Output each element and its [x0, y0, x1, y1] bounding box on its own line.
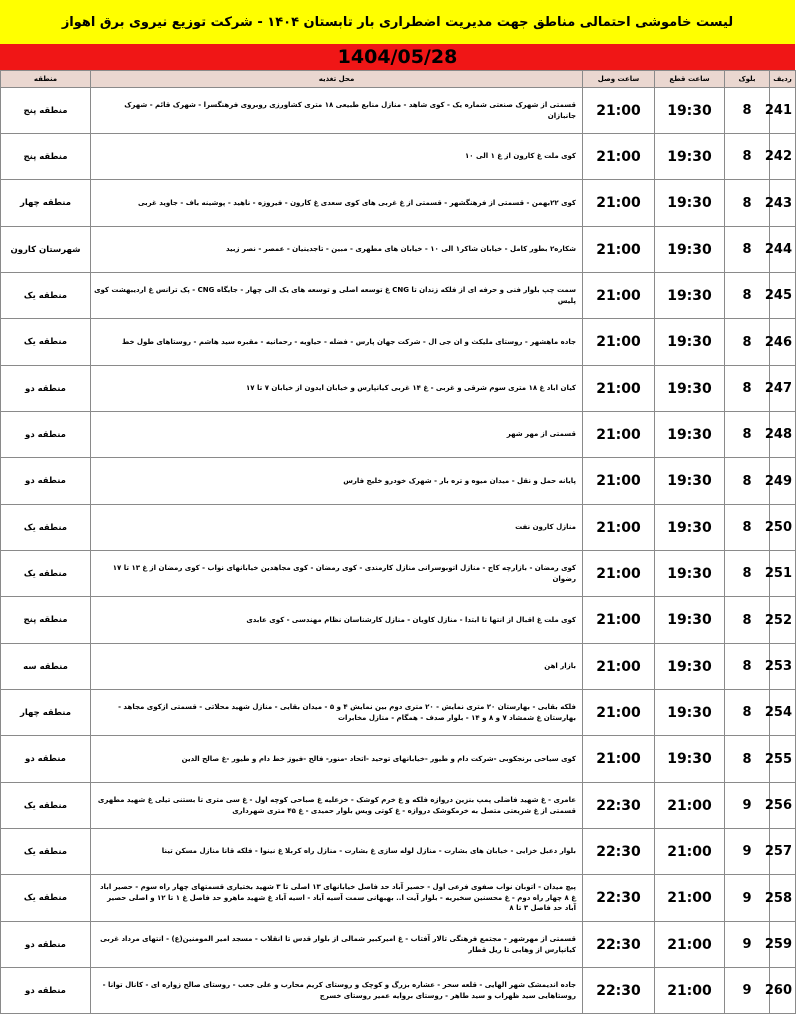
table-row: [1, 875, 796, 922]
region-cell: منطقه سه: [1, 644, 91, 690]
table-row: [1, 366, 796, 412]
connect-time-cell: 22:30: [583, 829, 655, 875]
location-cell: قسمتی از مهر شهر: [91, 412, 583, 458]
location-cell: بلوار دعبل خزایی - خیابان های بشارت - منازل لوله سازی غ بشارت - منازل راه کربلا غ نینوا - فلکه قانا منازل مسکن تینا: [91, 829, 583, 875]
block-cell: 8: [725, 366, 770, 412]
row-number-cell: 250: [770, 505, 796, 551]
connect-time-cell: 21:00: [583, 412, 655, 458]
cut-time-cell: 21:00: [655, 968, 725, 1014]
cut-time-cell: 19:30: [655, 736, 725, 783]
row-number-cell: 252: [770, 597, 796, 644]
connect-time-cell: 22:30: [583, 968, 655, 1014]
block-cell: 9: [725, 875, 770, 922]
table-row: [1, 412, 796, 458]
connect-time-cell: 21:00: [583, 227, 655, 273]
table-row: [1, 227, 796, 273]
row-number-cell: 255: [770, 736, 796, 783]
region-cell: شهرستان کارون: [1, 227, 91, 273]
block-cell: 8: [725, 644, 770, 690]
row-number-cell: 254: [770, 690, 796, 736]
table-row: [1, 922, 796, 968]
block-cell: 8: [725, 88, 770, 134]
region-cell: منطقه یک: [1, 319, 91, 366]
row-number-cell: 241: [770, 88, 796, 134]
block-cell: 8: [725, 690, 770, 736]
region-cell: منطقه پنج: [1, 134, 91, 180]
connect-time-cell: 22:30: [583, 922, 655, 968]
cut-time-cell: 19:30: [655, 180, 725, 227]
cut-time-cell: 19:30: [655, 597, 725, 644]
table-row: [1, 644, 796, 690]
block-cell: 8: [725, 273, 770, 319]
table-row: [1, 273, 796, 319]
connect-time-cell: 21:00: [583, 505, 655, 551]
row-number-cell: 243: [770, 180, 796, 227]
connect-time-cell: 21:00: [583, 180, 655, 227]
connect-time-cell: 21:00: [583, 366, 655, 412]
cut-time-cell: 21:00: [655, 875, 725, 922]
block-cell: 9: [725, 922, 770, 968]
cut-time-cell: 19:30: [655, 644, 725, 690]
header-block: بلوک: [725, 71, 770, 88]
table-row: [1, 134, 796, 180]
table-row: [1, 505, 796, 551]
table-row: [1, 88, 796, 134]
location-cell: شکاره۲ بطور کامل - خیابان شاکر۱ الی ۱۰ - خیابان های مطهری - مبین - تاجدینیان - عمصر - نصر زبید: [91, 227, 583, 273]
block-cell: 8: [725, 597, 770, 644]
cut-time-cell: 21:00: [655, 829, 725, 875]
connect-time-cell: 21:00: [583, 458, 655, 505]
row-number-cell: 249: [770, 458, 796, 505]
schedule-table: [0, 70, 796, 1014]
location-cell: کوی ملت غ کارون از غ ۱ الی ۱۰: [91, 134, 583, 180]
region-cell: منطقه یک: [1, 273, 91, 319]
location-cell: کیان اباد غ ۱۸ متری سوم شرقی و غربی - غ ۱۴ غربی کیانپارس و خیابان ایدون از خیابان ۷ تا ۱۷: [91, 366, 583, 412]
header-connect-time: ساعت وصل: [583, 71, 655, 88]
cut-time-cell: 21:00: [655, 922, 725, 968]
cut-time-cell: 19:30: [655, 273, 725, 319]
cut-time-cell: 19:30: [655, 458, 725, 505]
row-number-cell: 258: [770, 875, 796, 922]
header-location: محل تغذیه: [91, 71, 583, 88]
document-date: 1404/05/28: [0, 44, 795, 70]
region-cell: منطقه یک: [1, 783, 91, 829]
table-row: [1, 458, 796, 505]
cut-time-cell: 21:00: [655, 783, 725, 829]
location-cell: فلکه بقایی - بهارستان ۲۰ متری نمایش - ۲۰ متری دوم بین نمایش ۴ و ۵ - میدان بقایی - منازل شهید محلاتی - قسمتی ازکوی مجاهد - بهارستان غ شمشاد ۷ و ۸ و ۱۴ - بلوار صدف - همگام - منازل مخابرات: [91, 690, 583, 736]
block-cell: 9: [725, 968, 770, 1014]
location-cell: عامری - غ شهید فاضلی پمپ بنزین دروازه فلکه و غ خرم کوشک - خزعلیه غ صباحی کوچه اول - غ سی متری تا بستنی تیلی غ شهید مطهری قسمتی از غ شریعتی متصل به خرمکوشک دروازه - غ کوتی ویس بلوار حمیدی - غ ۴۵ متری شهرداری: [91, 783, 583, 829]
table-row: [1, 736, 796, 783]
location-cell: سمت چپ بلوار فنی و حرفه ای از فلکه زندان تا CNG غ توسعه اصلی و توسعه های یک الی چهار - جایگاه CNG - پک ترانس غ اردیبهشت کوی پلیس: [91, 273, 583, 319]
table-row: [1, 551, 796, 597]
cut-time-cell: 19:30: [655, 366, 725, 412]
table-row: [1, 319, 796, 366]
block-cell: 8: [725, 458, 770, 505]
region-cell: منطقه یک: [1, 505, 91, 551]
row-number-cell: 246: [770, 319, 796, 366]
region-cell: منطقه پنج: [1, 597, 91, 644]
location-cell: پایانه حمل و نقل - میدان میوه و تره بار - شهرک خودرو خلیج فارس: [91, 458, 583, 505]
location-cell: کوی ملت غ اقبال از انتها تا ابتدا - منازل کاویان - منازل کارشناسان نظام مهندسی - کوی عابدی: [91, 597, 583, 644]
location-cell: کوی سیاحی برنجکوبی -شرکت دام و طیور -خیابانهای توحید -اتحاد -منور- فالح -فیوز خط دام و طیور -غ صالح الدین: [91, 736, 583, 783]
region-cell: منطقه چهار: [1, 180, 91, 227]
connect-time-cell: 22:30: [583, 875, 655, 922]
table-row: [1, 690, 796, 736]
connect-time-cell: 21:00: [583, 134, 655, 180]
region-cell: منطقه یک: [1, 829, 91, 875]
block-cell: 8: [725, 505, 770, 551]
table-row: [1, 829, 796, 875]
location-cell: قسمتی از مهرشهر - مجتمع فرهنگی تالار آفتاب - غ امیرکبیر شمالی از بلوار قدس تا انقلاب - مسجد امیر المومنین(ع) - انتهای مرداد غربی کیانپارس از وهابی تا ریل قطار: [91, 922, 583, 968]
region-cell: منطقه پنج: [1, 88, 91, 134]
block-cell: 9: [725, 829, 770, 875]
row-number-cell: 242: [770, 134, 796, 180]
region-cell: منطقه دو: [1, 922, 91, 968]
location-cell: پیچ میدان - اتوبان نواب صفوی فرعی اول - حصیر آباد حد فاصل خیابانهای ۱۳ اصلی تا ۳ شهید بختیاری قسمتهای چهار راه سوم - حصیر اباد غ ۸ چهار راه دوم - غ محسنین سخیریه - بلوار آیت ا.. بهبهانی سمت آسیه آباد - اسیه آباد غ شهید ماهرو حد فاصل غ ۱ تا ۱۲ و اصلی حصیر آباد حد فاصل ۳ تا ۸: [91, 875, 583, 922]
location-cell: کوی ۲۲بهمن - قسمتی از فرهنگشهر - قسمتی از غ غربی های کوی سعدی غ کارون - فیروزه - ناهید - پوشینه باف - جاوید غربی: [91, 180, 583, 227]
region-cell: منطقه دو: [1, 968, 91, 1014]
block-cell: 8: [725, 134, 770, 180]
region-cell: منطقه یک: [1, 875, 91, 922]
region-cell: منطقه دو: [1, 458, 91, 505]
table-row: [1, 783, 796, 829]
region-cell: منطقه دو: [1, 412, 91, 458]
block-cell: 8: [725, 412, 770, 458]
location-cell: بازار اهن: [91, 644, 583, 690]
table-row: [1, 968, 796, 1014]
cut-time-cell: 19:30: [655, 227, 725, 273]
block-cell: 8: [725, 551, 770, 597]
row-number-cell: 257: [770, 829, 796, 875]
row-number-cell: 247: [770, 366, 796, 412]
connect-time-cell: 21:00: [583, 597, 655, 644]
location-cell: جاده ماهشهر - روستای ملیکث و ان جی ال - شرکت جهان پارس - فضله - حیاویه - رحمانیه - مقبره سید هاشم - روستاهای طول خط: [91, 319, 583, 366]
header-row-number: ردیف: [770, 71, 796, 88]
region-cell: منطقه دو: [1, 736, 91, 783]
table-row: [1, 597, 796, 644]
cut-time-cell: 19:30: [655, 690, 725, 736]
table-header-row: [1, 71, 796, 88]
row-number-cell: 256: [770, 783, 796, 829]
row-number-cell: 245: [770, 273, 796, 319]
cut-time-cell: 19:30: [655, 551, 725, 597]
block-cell: 9: [725, 783, 770, 829]
location-cell: منازل کارون نفت: [91, 505, 583, 551]
cut-time-cell: 19:30: [655, 88, 725, 134]
region-cell: منطقه چهار: [1, 690, 91, 736]
location-cell: کوی رمضان - بازارچه کاج - منازل اتوبوسرانی منازل کارمندی - کوی رمضان - کوی مجاهدین خیابانهای نواب - کوی رمضان از غ ۱۳ تا ۱۷ رضوان: [91, 551, 583, 597]
location-cell: جاده اندیمشک شهر الهایی - قلعه سحر - عشاره بزرگ و کوچک و روستای کریم محارب و علی جعب - روستای صالح زواره ای - کانال توانا - روستاهایی سید ظهراب و سید طاهر - روستای بروایه عمیر روستای خسرج: [91, 968, 583, 1014]
row-number-cell: 251: [770, 551, 796, 597]
table-row: [1, 180, 796, 227]
row-number-cell: 244: [770, 227, 796, 273]
document-title: لیست خاموشی احتمالی مناطق جهت مدیریت اضطراری بار تابستان ۱۴۰۴ - شرکت توزیع نیروی برق اهواز: [0, 0, 795, 45]
block-cell: 8: [725, 227, 770, 273]
connect-time-cell: 22:30: [583, 783, 655, 829]
block-cell: 8: [725, 736, 770, 783]
connect-time-cell: 21:00: [583, 644, 655, 690]
row-number-cell: 248: [770, 412, 796, 458]
header-region: منطقه: [1, 71, 91, 88]
row-number-cell: 253: [770, 644, 796, 690]
header-cut-time: ساعت قطع: [655, 71, 725, 88]
cut-time-cell: 19:30: [655, 505, 725, 551]
cut-time-cell: 19:30: [655, 134, 725, 180]
cut-time-cell: 19:30: [655, 319, 725, 366]
connect-time-cell: 21:00: [583, 273, 655, 319]
row-number-cell: 259: [770, 922, 796, 968]
location-cell: قسمتی از شهرک صنعتی شماره یک - کوی شاهد - منازل منابع طبیعی ۱۸ متری کشاورزی روبروی فرهنگسرا - شهرک قائم - شهرک جانبازان: [91, 88, 583, 134]
cut-time-cell: 19:30: [655, 412, 725, 458]
connect-time-cell: 21:00: [583, 319, 655, 366]
connect-time-cell: 21:00: [583, 736, 655, 783]
region-cell: منطقه دو: [1, 366, 91, 412]
block-cell: 8: [725, 319, 770, 366]
row-number-cell: 260: [770, 968, 796, 1014]
block-cell: 8: [725, 180, 770, 227]
region-cell: منطقه یک: [1, 551, 91, 597]
connect-time-cell: 21:00: [583, 690, 655, 736]
connect-time-cell: 21:00: [583, 88, 655, 134]
connect-time-cell: 21:00: [583, 551, 655, 597]
